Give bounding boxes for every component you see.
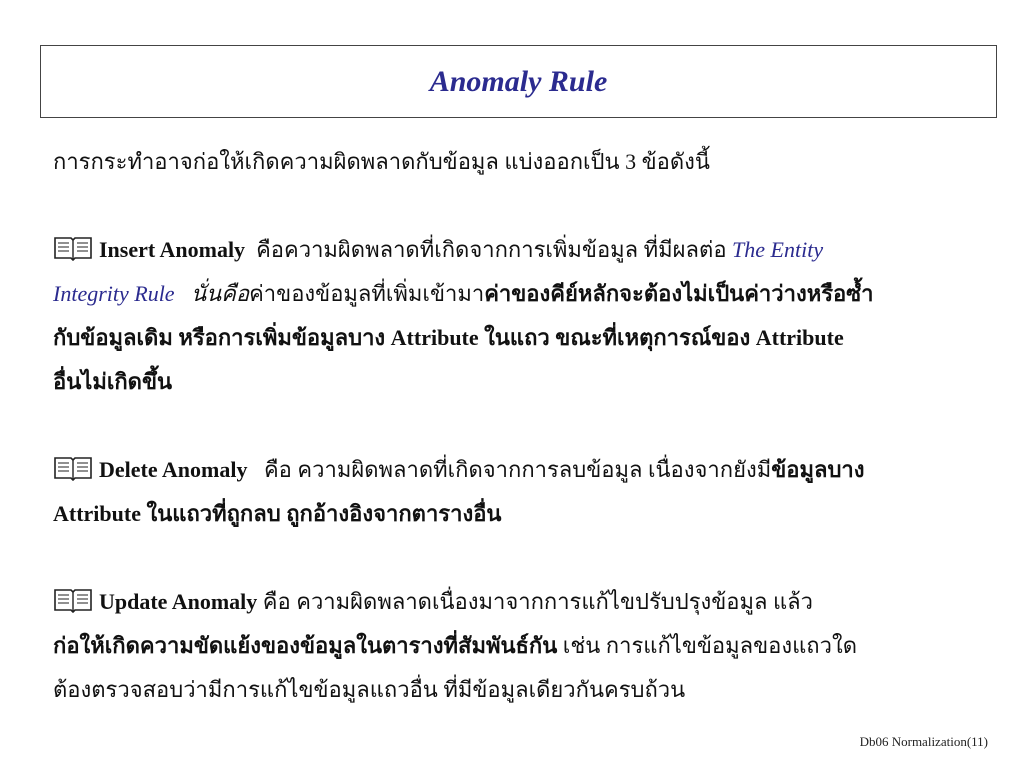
open-book-icon — [53, 452, 93, 496]
entity-integrity-rule-part2: Integrity Rule — [53, 281, 175, 306]
spacer — [53, 184, 988, 228]
slide-title: Anomaly Rule — [429, 64, 608, 98]
delete-anomaly-line-2: Attribute ในแถวที่ถูกลบ ถูกอ้างอิงจากตารางอื่น — [53, 501, 502, 526]
insert-anomaly-value-text: ค่าของข้อมูลที่เพิ่มเข้ามา — [249, 281, 485, 306]
insert-anomaly-line-1 — [53, 228, 988, 272]
insert-anomaly-key-rule: ค่าของคีย์หลักจะต้องไม่เป็นค่าว่างหรือซ้ำ — [484, 281, 874, 306]
spacer — [53, 404, 988, 448]
update-anomaly-example: เช่น การแก้ไขข้อมูลของแถวใด — [557, 633, 857, 658]
delete-anomaly-line-1 — [53, 448, 988, 492]
update-anomaly-conflict: ก่อให้เกิดความขัดแย้งของข้อมูลในตารางที่สัมพันธ์กัน — [53, 633, 558, 658]
slide-body — [53, 140, 988, 712]
insert-anomaly-line-2 — [53, 272, 988, 316]
update-anomaly-term: Update Anomaly — [99, 589, 258, 614]
insert-anomaly-desc: คือความผิดพลาดที่เกิดจากการเพิ่มข้อมูล ที่มีผลต่อ — [256, 237, 733, 262]
insert-anomaly-line-3: กับข้อมูลเดิม หรือการเพิ่มข้อมูลบาง Attribute ในแถว ขณะที่เหตุการณ์ของ Attribute — [53, 325, 844, 350]
slide-footer: Db06 Normalization(11) — [859, 734, 988, 749]
update-anomaly-desc: คือ ความผิดพลาดเนื่องมาจากการแก้ไขปรับปรุงข้อมูล แล้ว — [262, 589, 814, 614]
insert-anomaly-that-is: นั่นคือ — [191, 281, 250, 306]
delete-anomaly-term: Delete Anomaly — [99, 457, 248, 482]
update-anomaly-line-1 — [53, 580, 988, 624]
insert-anomaly-line-4: อื่นไม่เกิดขึ้น — [53, 369, 173, 394]
update-anomaly-line-2 — [53, 624, 988, 668]
insert-anomaly-term: Insert Anomaly — [99, 237, 246, 262]
update-anomaly-line-3: ต้องตรวจสอบว่ามีการแก้ไขข้อมูลแถวอื่น ที่มีข้อมูลเดียวกันครบถ้วน — [53, 677, 686, 702]
title-box — [40, 45, 997, 118]
open-book-icon — [53, 232, 93, 276]
entity-integrity-rule-part1: The Entity — [732, 237, 824, 262]
intro-text: การกระทำอาจก่อให้เกิดความผิดพลาดกับข้อมูล แบ่งออกเป็น 3 ข้อดังนี้ — [53, 149, 710, 174]
delete-anomaly-desc-bold: ข้อมูลบาง — [771, 457, 865, 482]
open-book-icon — [53, 584, 93, 628]
spacer — [53, 536, 988, 580]
delete-anomaly-desc: คือ ความผิดพลาดที่เกิดจากการลบข้อมูล เนื่องจากยังมี — [263, 457, 772, 482]
